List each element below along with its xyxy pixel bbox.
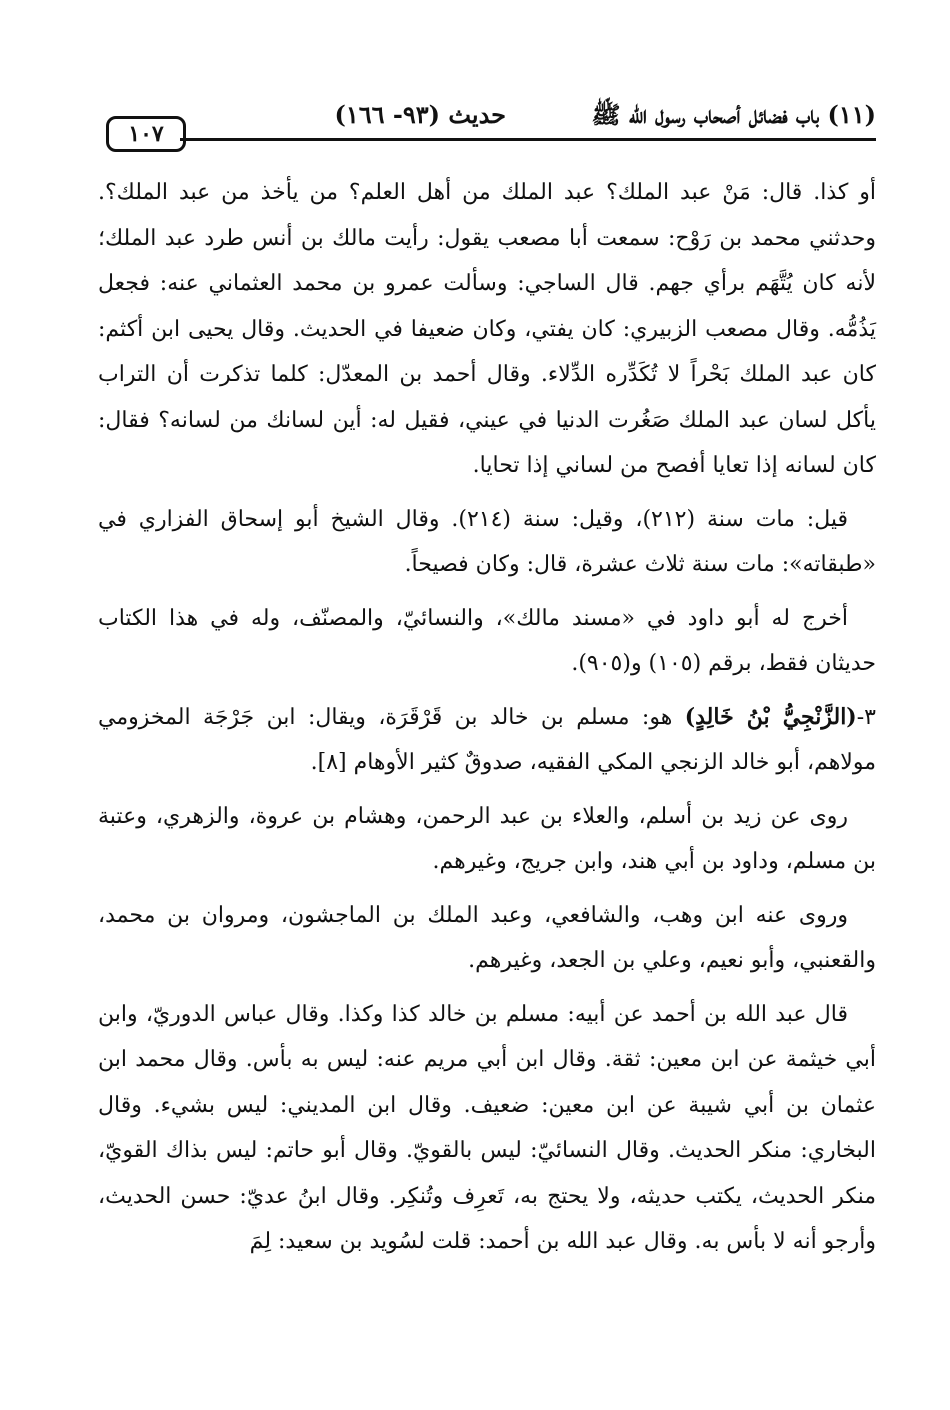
paragraph: روى عن زيد بن أسلم، والعلاء بن عبد الرحمن، وهشام بن عروة، والزهري، وعتبة بن مسلم، وداود بن أبي هند، وابن جريج، وغيرهم. bbox=[98, 803, 876, 874]
running-header bbox=[98, 90, 876, 150]
page-number: ١٠٧ bbox=[106, 116, 186, 152]
chapter-title: (١١) باب فضائل أصحاب رسول الله ﷺ bbox=[591, 100, 876, 129]
entry-text: هو: مسلم بن خالد بن قَرْقَرَة، ويقال: ابن جَرْجَة المخزومي مولاهم، أبو خالد الزنجي المكي الفقيه، صدوقٌ كثير الأوهام [٨]. bbox=[98, 704, 876, 775]
paragraph: قال عبد الله بن أحمد عن أبيه: مسلم بن خالد كذا وكذا. وقال عباس الدوريّ، وابن أبي خيثمة عن ابن معين: ثقة. وقال ابن أبي مريم عنه: ليس به بأس. وقال محمد ابن عثمان بن أبي شيبة عن ابن معين: ضعيف. وقال ابن المديني: ليس بشيء. وقال البخاري: منكر الحديث. وقال النسائيّ: ليس بالقويّ. وقال أبو حاتم: ليس بذاك القويّ، منكر الحديث، يكتب حديثه، ولا يحتج به، تَعرِف وتُنكِر. وقال ابنُ عديّ: حسن الحديث، وأرجو أنه لا بأس به. وقال عبد الله بن أحمد: قلت لسُويد بن سعيد: لِمَ bbox=[98, 1001, 876, 1254]
paragraph: أخرج له أبو داود في «مسند مالك»، والنسائيّ، والمصنّف، وله في هذا الكتاب حديثان فقط، برقم (١٠٥) و(٩٠٥). bbox=[98, 605, 876, 676]
book-page bbox=[98, 90, 876, 1370]
header-rule bbox=[180, 138, 876, 141]
narrator-entry bbox=[98, 695, 876, 786]
page-body bbox=[98, 170, 876, 1273]
paragraph: قيل: مات سنة (٢١٢)، وقيل: سنة (٢١٤). وقال الشيخ أبو إسحاق الفزاري في «طبقاته»: مات سنة ثلاث عشرة، قال: وكان فصيحاً. bbox=[98, 506, 876, 577]
paragraph: وروى عنه ابن وهب، والشافعي، وعبد الملك بن الماجشون، ومروان بن محمد، والقعنبي، وأبو نعيم، وعلي بن الجعد، وغيرهم. bbox=[98, 902, 876, 973]
hadith-range: حديث (٩٣- ١٦٦) bbox=[334, 100, 506, 129]
entry-number: ٣- bbox=[856, 704, 876, 730]
paragraph: أو كذا. قال: مَنْ عبد الملك؟ عبد الملك من أهل العلم؟ من يأخذ من عبد الملك؟. وحدثني محمد بن رَوْح: سمعت أبا مصعب يقول: رأيت مالك بن أنس طرد عبد الملك؛ لأنه كان يُتَّهَم برأي جهم. قال الساجي: وسألت عمرو بن محمد العثماني عنه: فجعل يَذُمُّه. وقال مصعب الزبيري: كان يفتي، وكان ضعيفا في الحديث. وقال يحيى ابن أكثم: كان عبد الملك بَحْراً لا تُكَدِّره الدِّلاء. وقال أحمد بن المعدّل: كلما تذكرت أن التراب يأكل لسان عبد الملك صَغُرت الدنيا في عيني، فقيل له: أين لسانك من لسانه؟ فقال: كان لسانه إذا تعايا أفصح من لساني إذا تحايا. bbox=[98, 180, 876, 478]
narrator-name: (الزَّنْجِيُّ بْنُ خَالِدٍ) bbox=[684, 703, 857, 730]
